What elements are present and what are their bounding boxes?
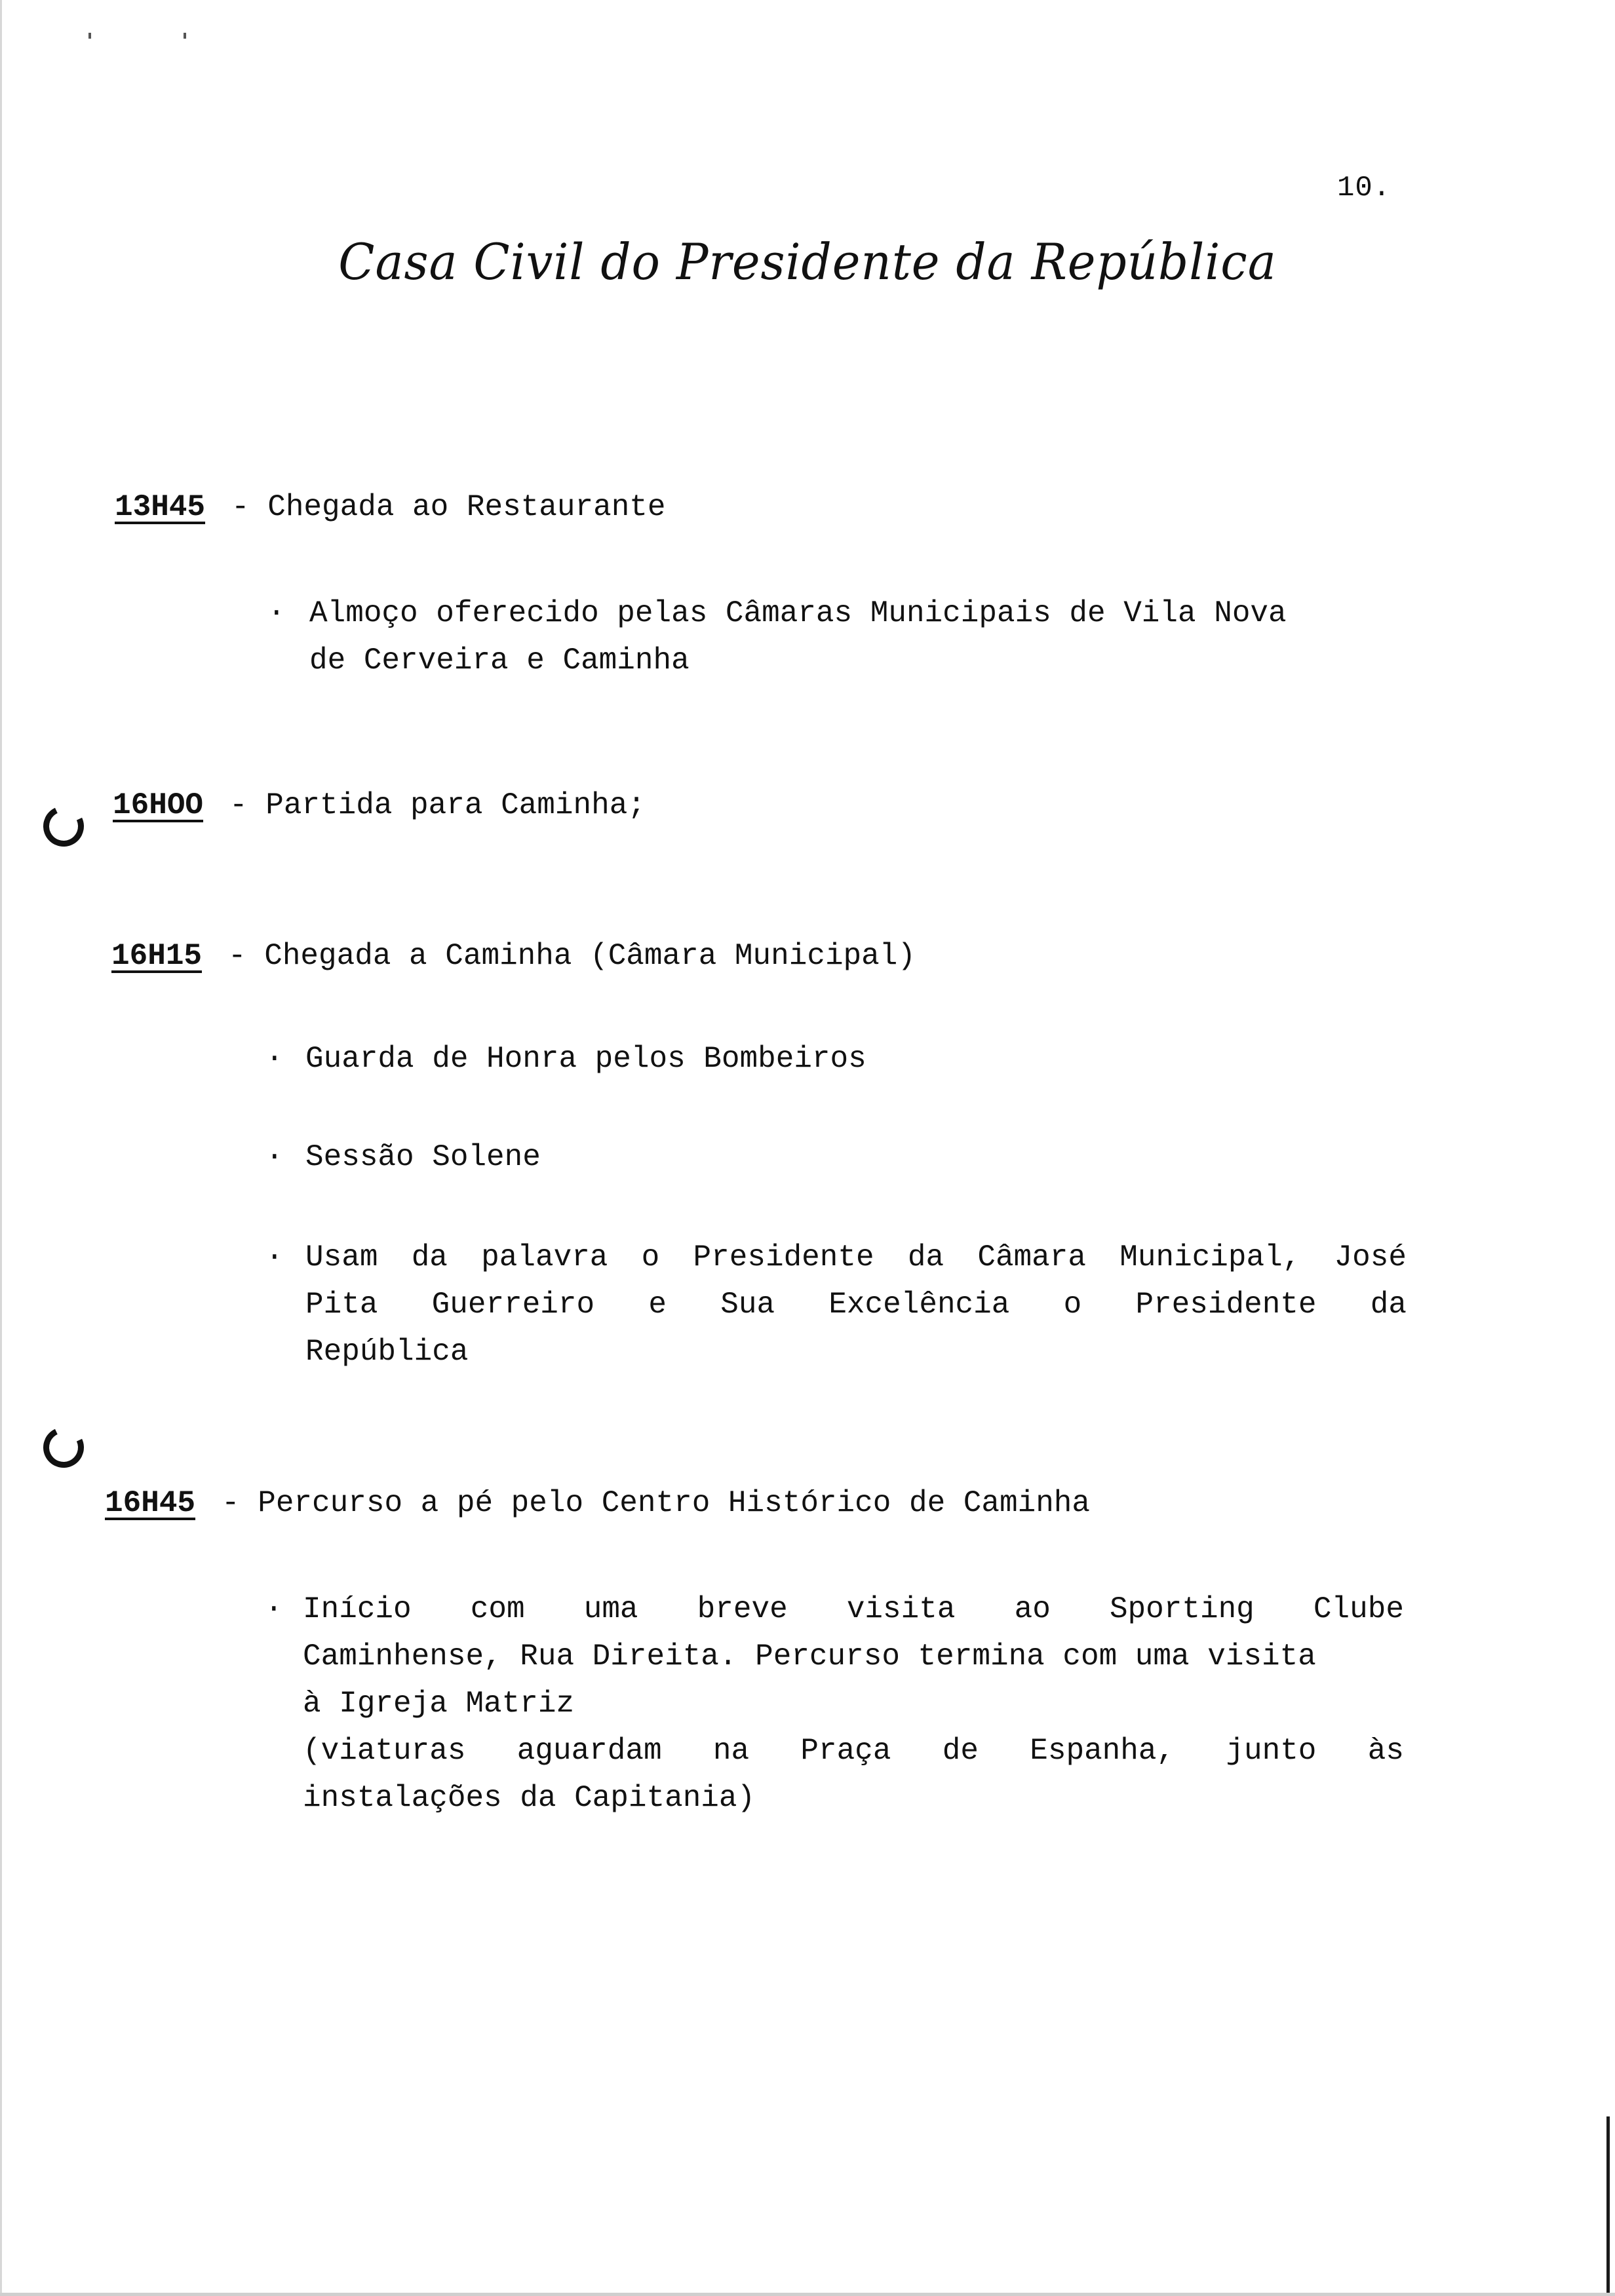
scan-edge-bottom — [0, 2293, 1615, 2296]
page-number: 10. — [1337, 172, 1391, 204]
item-line: de Cerveira e Caminha — [309, 643, 690, 678]
item-word: visita — [846, 1592, 956, 1626]
item-line — [305, 1281, 1407, 1328]
entry-title: - Chegada a Caminha (Câmara Municipal) — [228, 939, 916, 973]
item-word: da — [411, 1240, 448, 1274]
item-word: na — [712, 1734, 750, 1768]
item-line: Caminhense, Rua Direita. Percurso termina com uma visita — [303, 1639, 1316, 1674]
item-word: (viaturas — [303, 1734, 466, 1768]
item-word: Sua — [720, 1288, 775, 1322]
item-word: Clube — [1313, 1592, 1404, 1626]
punch-hole-mark-icon — [37, 800, 89, 852]
bullet-icon: . — [265, 1035, 284, 1069]
item-line: Guarda de Honra pelos Bombeiros — [305, 1042, 866, 1076]
item-word: da — [907, 1240, 944, 1274]
item-word: e — [648, 1288, 667, 1322]
item-word: o — [1063, 1288, 1082, 1322]
item-word: Excelência — [828, 1288, 1010, 1322]
bullet-icon: . — [265, 1234, 284, 1268]
item-line: Almoço oferecido pelas Câmaras Municipais de Vila Nova — [309, 596, 1287, 630]
entry-title: - Partida para Caminha; — [229, 788, 646, 822]
punch-hole-mark-icon — [37, 1421, 89, 1473]
scan-edge-left — [0, 0, 2, 2296]
agenda-item — [309, 590, 1411, 684]
item-word: junto — [1226, 1734, 1317, 1768]
item-word: Início — [303, 1592, 412, 1626]
bullet-icon: . — [265, 1586, 283, 1620]
agenda-item — [305, 1234, 1407, 1375]
item-word: breve — [697, 1592, 788, 1626]
bullet-icon: . — [265, 1134, 284, 1168]
item-word: Presidente — [693, 1240, 874, 1274]
entry-title: - Percurso a pé pelo Centro Histórico de Caminha — [222, 1486, 1091, 1520]
item-word: Usam — [305, 1240, 378, 1274]
entry-time: 16HOO — [113, 788, 204, 822]
item-word: de — [942, 1734, 979, 1768]
item-word: Praça — [800, 1734, 891, 1768]
agenda-item — [305, 1035, 1407, 1082]
agenda-item — [303, 1586, 1404, 1822]
entry-time: 13H45 — [115, 490, 206, 524]
item-word: Sporting — [1109, 1592, 1255, 1626]
scan-edge-right — [1606, 2116, 1610, 2296]
item-word: uma — [583, 1592, 638, 1626]
entry-title: - Chegada ao Restaurante — [231, 490, 666, 524]
item-word: Municipal, — [1119, 1240, 1301, 1274]
letterhead: Casa Civil do Presidente da República — [338, 233, 1277, 291]
item-line: à Igreja Matriz — [303, 1687, 575, 1721]
item-word: ao — [1014, 1592, 1051, 1626]
item-word: Presidente — [1135, 1288, 1317, 1322]
item-line: Sessão Solene — [305, 1140, 541, 1174]
item-line — [303, 1586, 1404, 1633]
item-word: às — [1367, 1734, 1404, 1768]
item-line — [303, 1727, 1404, 1774]
item-word: Câmara — [977, 1240, 1086, 1274]
scan-speck — [88, 33, 91, 39]
bullet-icon: . — [267, 590, 286, 624]
item-word: Guerreiro — [431, 1288, 595, 1322]
entry-time: 16H15 — [111, 939, 203, 973]
item-line: instalações da Capitania) — [303, 1781, 756, 1815]
item-word: Pita — [305, 1288, 378, 1322]
entry-time: 16H45 — [105, 1486, 196, 1520]
item-word: palavra — [481, 1240, 608, 1274]
item-word: Espanha, — [1030, 1734, 1175, 1768]
agenda-item — [305, 1134, 1407, 1181]
scan-speck — [184, 33, 186, 39]
item-word: José — [1334, 1240, 1407, 1274]
item-word: o — [641, 1240, 660, 1274]
item-word: da — [1370, 1288, 1407, 1322]
item-line: República — [305, 1335, 469, 1369]
item-word: aguardam — [516, 1734, 662, 1768]
item-word: com — [470, 1592, 525, 1626]
item-line — [305, 1234, 1407, 1281]
